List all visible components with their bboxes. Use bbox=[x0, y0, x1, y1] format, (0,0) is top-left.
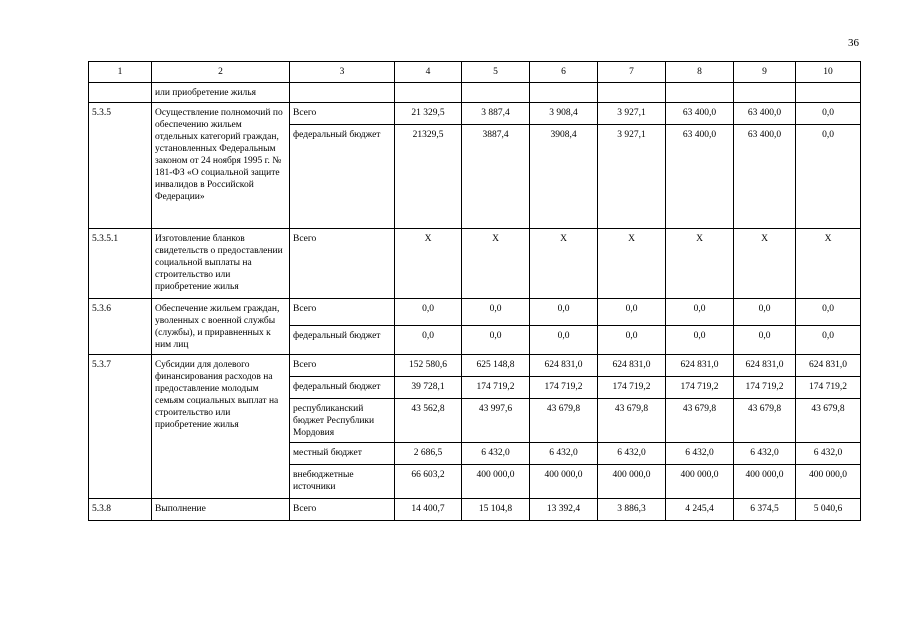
value-cell: Х bbox=[796, 229, 861, 299]
value-cell: 3908,4 bbox=[530, 125, 598, 229]
value-cell: 0,0 bbox=[462, 299, 530, 326]
item-code-cell: 5.3.6 bbox=[89, 299, 152, 355]
value-cell: 3 886,3 bbox=[598, 499, 666, 521]
value-cell: 174 719,2 bbox=[530, 377, 598, 399]
value-cell: 174 719,2 bbox=[462, 377, 530, 399]
funding-source-cell: Всего bbox=[290, 499, 395, 521]
value-cell: 3 927,1 bbox=[598, 103, 666, 125]
value-cell: 400 000,0 bbox=[734, 465, 796, 499]
item-code-cell: 5.3.5.1 bbox=[89, 229, 152, 299]
value-cell: 66 603,2 bbox=[395, 465, 462, 499]
value-cell: 174 719,2 bbox=[598, 377, 666, 399]
value-cell: 13 392,4 bbox=[530, 499, 598, 521]
value-cell: 43 679,8 bbox=[734, 399, 796, 443]
value-cell: 0,0 bbox=[530, 299, 598, 326]
value-cell: 63 400,0 bbox=[734, 125, 796, 229]
value-cell: Х bbox=[462, 229, 530, 299]
funding-source-cell: федеральный бюджет bbox=[290, 325, 395, 354]
value-cell: 39 728,1 bbox=[395, 377, 462, 399]
budget-table bbox=[88, 61, 861, 521]
value-cell: 400 000,0 bbox=[666, 465, 734, 499]
table-row bbox=[89, 355, 861, 377]
empty-cell bbox=[598, 83, 666, 103]
value-cell: 0,0 bbox=[666, 299, 734, 326]
value-cell: 400 000,0 bbox=[796, 465, 861, 499]
value-cell: 0,0 bbox=[666, 325, 734, 354]
value-cell: 15 104,8 bbox=[462, 499, 530, 521]
empty-cell bbox=[462, 83, 530, 103]
value-cell: 2 686,5 bbox=[395, 443, 462, 465]
value-cell: 624 831,0 bbox=[666, 355, 734, 377]
value-cell: 3887,4 bbox=[462, 125, 530, 229]
empty-cell bbox=[666, 83, 734, 103]
value-cell: 63 400,0 bbox=[734, 103, 796, 125]
table-row bbox=[89, 229, 861, 299]
item-name-cell: Осуществление полномочий по обеспечению жильем отдельных категорий граждан, установленных Федеральным законом от 24 ноября 1995 г. № 181-ФЗ «О социальной защите инвалидов в Российской Федерации» bbox=[152, 103, 290, 229]
item-code-cell: 5.3.5 bbox=[89, 103, 152, 229]
item-code-cell: 5.3.7 bbox=[89, 355, 152, 499]
funding-source-cell: Всего bbox=[290, 299, 395, 326]
value-cell: 5 040,6 bbox=[796, 499, 861, 521]
item-code-cell bbox=[89, 83, 152, 103]
value-cell: Х bbox=[530, 229, 598, 299]
item-name-cell: Изготовление бланков свидетельств о предоставлении социальной выплаты на строительство или приобретение жилья bbox=[152, 229, 290, 299]
value-cell: 63 400,0 bbox=[666, 125, 734, 229]
value-cell: 6 374,5 bbox=[734, 499, 796, 521]
funding-source-cell: республиканский бюджет Республики Мордовия bbox=[290, 399, 395, 443]
item-code-cell: 5.3.8 bbox=[89, 499, 152, 521]
column-header: 1 bbox=[89, 62, 152, 83]
value-cell: 0,0 bbox=[734, 299, 796, 326]
value-cell: 43 997,6 bbox=[462, 399, 530, 443]
funding-source-cell: федеральный бюджет bbox=[290, 125, 395, 229]
column-header: 2 bbox=[152, 62, 290, 83]
continuation-row bbox=[89, 83, 861, 103]
value-cell: 6 432,0 bbox=[462, 443, 530, 465]
value-cell: 43 679,8 bbox=[666, 399, 734, 443]
value-cell: 63 400,0 bbox=[666, 103, 734, 125]
funding-source-cell: федеральный бюджет bbox=[290, 377, 395, 399]
column-header: 7 bbox=[598, 62, 666, 83]
value-cell: 0,0 bbox=[395, 299, 462, 326]
value-cell: 21329,5 bbox=[395, 125, 462, 229]
empty-cell bbox=[530, 83, 598, 103]
value-cell: 152 580,6 bbox=[395, 355, 462, 377]
value-cell: 6 432,0 bbox=[796, 443, 861, 465]
value-cell: 400 000,0 bbox=[530, 465, 598, 499]
value-cell: 624 831,0 bbox=[598, 355, 666, 377]
value-cell: 43 562,8 bbox=[395, 399, 462, 443]
value-cell: 174 719,2 bbox=[734, 377, 796, 399]
column-header: 4 bbox=[395, 62, 462, 83]
value-cell: 6 432,0 bbox=[598, 443, 666, 465]
value-cell: 0,0 bbox=[796, 325, 861, 354]
page-number: 36 bbox=[848, 37, 859, 49]
value-cell: Х bbox=[598, 229, 666, 299]
value-cell: 0,0 bbox=[598, 325, 666, 354]
value-cell: 624 831,0 bbox=[530, 355, 598, 377]
value-cell: 400 000,0 bbox=[598, 465, 666, 499]
value-cell: 0,0 bbox=[796, 125, 861, 229]
column-header: 9 bbox=[734, 62, 796, 83]
value-cell: Х bbox=[734, 229, 796, 299]
header-row bbox=[89, 62, 861, 83]
value-cell: 0,0 bbox=[462, 325, 530, 354]
value-cell: 0,0 bbox=[734, 325, 796, 354]
value-cell: Х bbox=[666, 229, 734, 299]
value-cell: 624 831,0 bbox=[734, 355, 796, 377]
funding-source-cell: внебюджетные источники bbox=[290, 465, 395, 499]
item-name-cell: Выполнение bbox=[152, 499, 290, 521]
value-cell: 400 000,0 bbox=[462, 465, 530, 499]
column-header: 6 bbox=[530, 62, 598, 83]
empty-cell bbox=[395, 83, 462, 103]
value-cell: 174 719,2 bbox=[666, 377, 734, 399]
funding-source-cell: Всего bbox=[290, 229, 395, 299]
value-cell: 3 908,4 bbox=[530, 103, 598, 125]
item-name-cell: или приобретение жилья bbox=[152, 83, 290, 103]
value-cell: 3 887,4 bbox=[462, 103, 530, 125]
value-cell: 624 831,0 bbox=[796, 355, 861, 377]
value-cell: 21 329,5 bbox=[395, 103, 462, 125]
value-cell: 43 679,8 bbox=[530, 399, 598, 443]
value-cell: 0,0 bbox=[796, 299, 861, 326]
value-cell: 6 432,0 bbox=[734, 443, 796, 465]
value-cell: 0,0 bbox=[598, 299, 666, 326]
column-header: 8 bbox=[666, 62, 734, 83]
empty-cell bbox=[734, 83, 796, 103]
value-cell: 14 400,7 bbox=[395, 499, 462, 521]
value-cell: 625 148,8 bbox=[462, 355, 530, 377]
funding-source-cell: Всего bbox=[290, 355, 395, 377]
column-header: 5 bbox=[462, 62, 530, 83]
value-cell: 6 432,0 bbox=[666, 443, 734, 465]
value-cell: 3 927,1 bbox=[598, 125, 666, 229]
table-row bbox=[89, 499, 861, 521]
funding-source-cell: местный бюджет bbox=[290, 443, 395, 465]
value-cell: 0,0 bbox=[530, 325, 598, 354]
value-cell: 43 679,8 bbox=[796, 399, 861, 443]
value-cell: 174 719,2 bbox=[796, 377, 861, 399]
item-name-cell: Субсидии для долевого финансирования расходов на предоставление молодым семьям социальных выплат на строительство или приобретение жилья bbox=[152, 355, 290, 499]
value-cell: 0,0 bbox=[796, 103, 861, 125]
funding-source-cell: Всего bbox=[290, 103, 395, 125]
value-cell: 43 679,8 bbox=[598, 399, 666, 443]
value-cell: 6 432,0 bbox=[530, 443, 598, 465]
item-name-cell: Обеспечение жильем граждан, уволенных с военной службы (службы), и приравненных к ним лиц bbox=[152, 299, 290, 355]
empty-cell bbox=[290, 83, 395, 103]
table-row bbox=[89, 103, 861, 125]
table-row bbox=[89, 299, 861, 326]
value-cell: 0,0 bbox=[395, 325, 462, 354]
empty-cell bbox=[796, 83, 861, 103]
column-header: 3 bbox=[290, 62, 395, 83]
value-cell: 4 245,4 bbox=[666, 499, 734, 521]
column-header: 10 bbox=[796, 62, 861, 83]
value-cell: Х bbox=[395, 229, 462, 299]
